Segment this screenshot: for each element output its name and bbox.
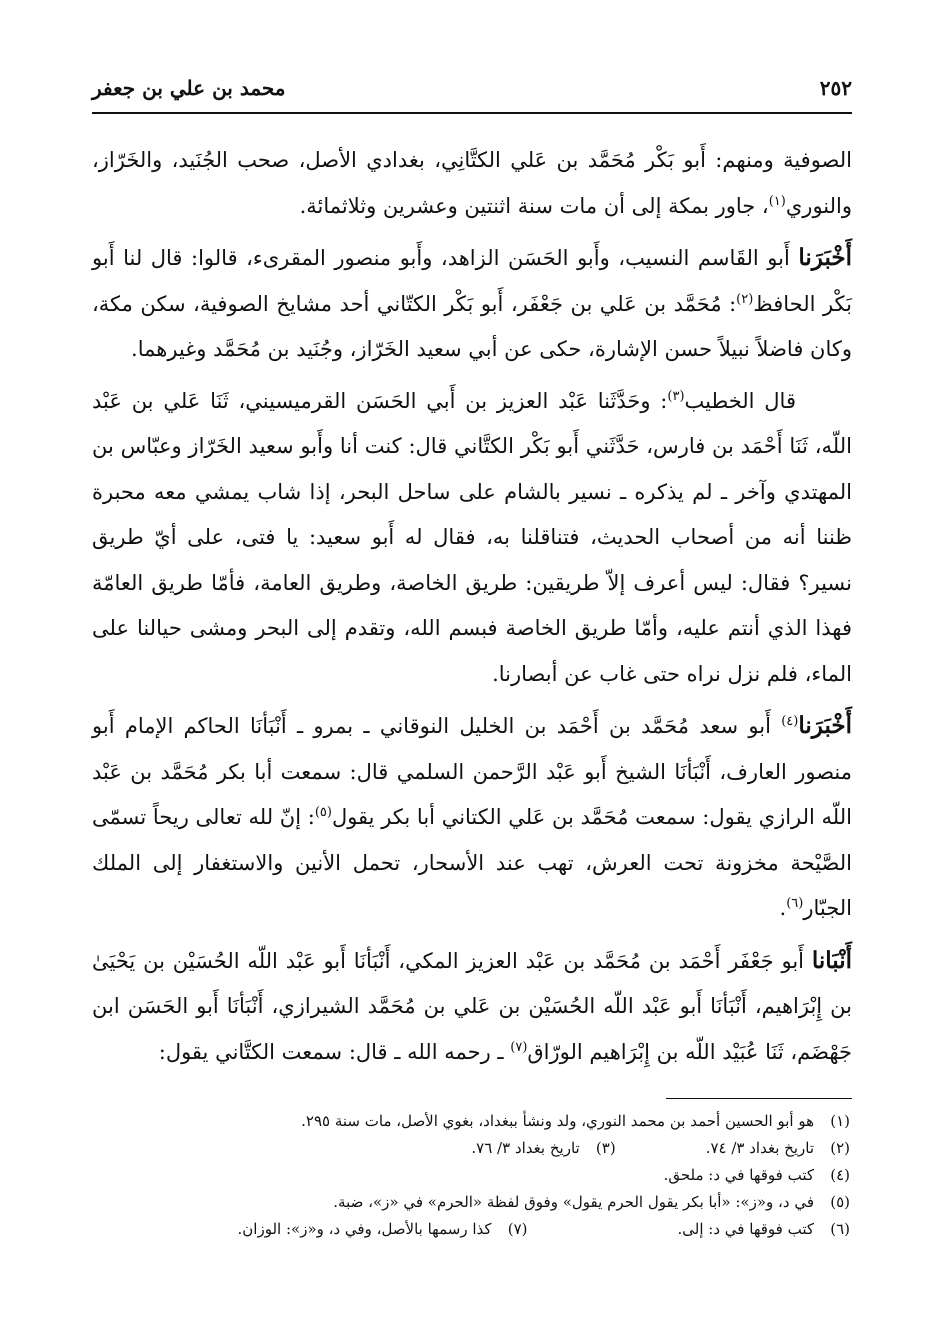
footnote-3-number: (٣) [595,1139,616,1157]
footnote-ref-7: (٧) [510,1039,528,1055]
footnote-6-text: كتب فوقها في د: إلى. [677,1220,814,1238]
footnote-ref-6: (٦) [786,896,804,911]
header-rule [92,112,852,114]
running-title: محمد بن علي بن جعفر [92,76,286,100]
paragraph-1-text-a: الصوفية ومنهم: أَبو بَكْر مُحَمَّد بن عَلي الكتَّانِي، بغدادي الأصل، صحب الجُنَيد، والخَرّاز، والنوري [92,148,852,218]
page-header [92,72,852,106]
paragraph-2-text-a: أَبو القَاسم النسيب، وأَبو الحَسَن الزاهد، وأَبو منصور المقرىء، قالوا: قال لنا أَبو بَكْر الحافظ [92,246,852,316]
footnote-7-text: كذا رسمها بالأصل، وفي د، و«ز»: الوزان. [237,1220,492,1238]
paragraph-3 [92,379,852,698]
paragraph-3-text-a: قال الخطيب [684,388,796,413]
paragraph-4-lead: أَخْبَرَنا [798,712,852,739]
paragraph-5 [92,938,852,1076]
footnote-2-number: (٢) [830,1139,850,1157]
main-text [92,138,852,1081]
paragraph-2 [92,235,852,373]
footnote-ref-3: (٣) [667,388,685,404]
paragraph-2-lead: أَخْبَرَنا [798,244,852,271]
paragraph-1 [92,138,852,229]
footnote-5-text: في د، و«ز»: «أبا بكر يقول الحرم يقول» وفوق لفظة «الحرم» في «ز»، ضبة. [333,1193,814,1211]
paragraph-1-text-b: ، جاور بمكة إلى أن مات سنة اثنتين وعشرين وثلاثمائة. [299,193,769,218]
footnote-ref-1: (١) [768,193,786,209]
page-number: ٢٥٢ [819,76,852,100]
footnote-6-number: (٦) [830,1220,850,1238]
footnote-row [110,1189,850,1216]
footnotes [110,1108,850,1243]
footnote-5-number: (٥) [830,1193,850,1211]
footnote-ref-5: (٥) [314,805,332,820]
paragraph-5-lead: أَنْبَانا [811,946,852,974]
paragraph-4 [92,703,852,932]
paragraph-4-text-b: : إنّ لله تعالى ريحاً تسمّى الصَّيْحة مخزونة تحت العرش، تهب عند الأسحار، تحمل الأنين والاستغفار إلى الملك الجبّار [92,805,852,920]
footnote-4-number: (٤) [830,1166,850,1184]
footnote-2-text: تاريخ بغداد ٣/ ٧٤. [705,1139,814,1157]
footnote-1-number: (١) [830,1112,850,1130]
paragraph-4-text-c: . [779,896,787,920]
paragraph-4-text-a: أَبو سعد مُحَمَّد بن أَحْمَد بن الخليل النوقاني ـ بمرو ـ أَنْبَأنَا الحاكم الإمام أَبو منصور العارف، أَنْبَأنَا الشيخ أَبو عَبْد الرَّحمن السلمي قال: سمعت أبا بكر مُحَمَّد بن عَبْد اللّه الرازي يقول: سمعت مُحَمَّد بن عَلي الكتاني أبا بكر يقول [92,714,852,829]
footnote-1-text: هو أبو الحسين أحمد بن محمد النوري، ولد ونشأ ببغداد، بغوي الأصل، مات سنة ٢٩٥. [301,1112,814,1130]
footnote-row [110,1216,850,1243]
paragraph-5-text-a: أَبو جَعْفَر أَحْمَد بن مُحَمَّد بن عَبْد العزيز المكي، أَنْبَأنَا أَبو عَبْد اللّه الحُسَيْن بن يَحْيَىٰ بن إِبْرَاهيم، أَنْبَأنَا أَبو عَبْد اللّه الحُسَيْن بن عَلي بن مُحَمَّد الشيرازي، أَنْبَأنَا أَبو الحَسَن ابن جَهْضَم، ثَنَا عُبَيْد اللّه بن إِبْرَاهيم الورّاق [92,948,852,1064]
footnote-row [110,1108,850,1135]
footnote-7-number: (٧) [507,1220,528,1238]
footnote-ref-4: (٤) [781,714,799,729]
paragraph-5-text-b: ـ رحمه الله ـ قال: سمعت الكتَّاني يقول: [158,1039,511,1064]
footnote-3-text: تاريخ بغداد ٣/ ٧٦. [471,1139,580,1157]
footnote-ref-2: (٢) [736,291,754,307]
footnote-row [110,1162,850,1189]
footnote-rule [666,1098,852,1099]
paragraph-3-text-b: : وحَدَّثَنا عَبْد العزيز بن أَبي الحَسَن القرميسيني، ثَنَا عَلي بن عَبْد اللّه، ثَنَا أَحْمَد بن فارس، حَدَّثَني أَبو بَكْر الكتَّاني قال: كنت أنا وأَبو سعيد الخَرّاز وعبّاس بن المهتدي وآخر ـ لم يذكره ـ نسير بالشام على ساحل البحر، إذا شاب يمشي معه محبرة ظننا أنه من أصحاب الحديث، فتناقلنا به، فقال له أَبو سعيد: يا فتى، على أيّ طريق نسير؟ فقال: ليس أعرف إلاّ طريقين: طريق الخاصة، وطريق العامة، فأمّا طريق العامّة فهذا الذي أنتم عليه، وأمّا طريق الخاصة فبسم الله، وتقدم إلى البحر ومشى حيالنا على الماء، فلم نزل نراه حتى غاب عن أبصارنا. [92,388,852,686]
footnote-4-text: كتب فوقها في د: ملحق. [663,1166,814,1184]
footnote-row [110,1135,850,1162]
paragraph-2-text-b: : مُحَمَّد بن عَلي بن جَعْفَر، أَبو بَكْر الكتّاني أحد مشايخ الصوفية، سكن مكة، وكان فاضلاً نبيلاً حسن الإشارة، حكى عن أبي سعيد الخَرّاز، وجُنَيد بن مُحَمَّد وغيرهما. [92,291,852,361]
